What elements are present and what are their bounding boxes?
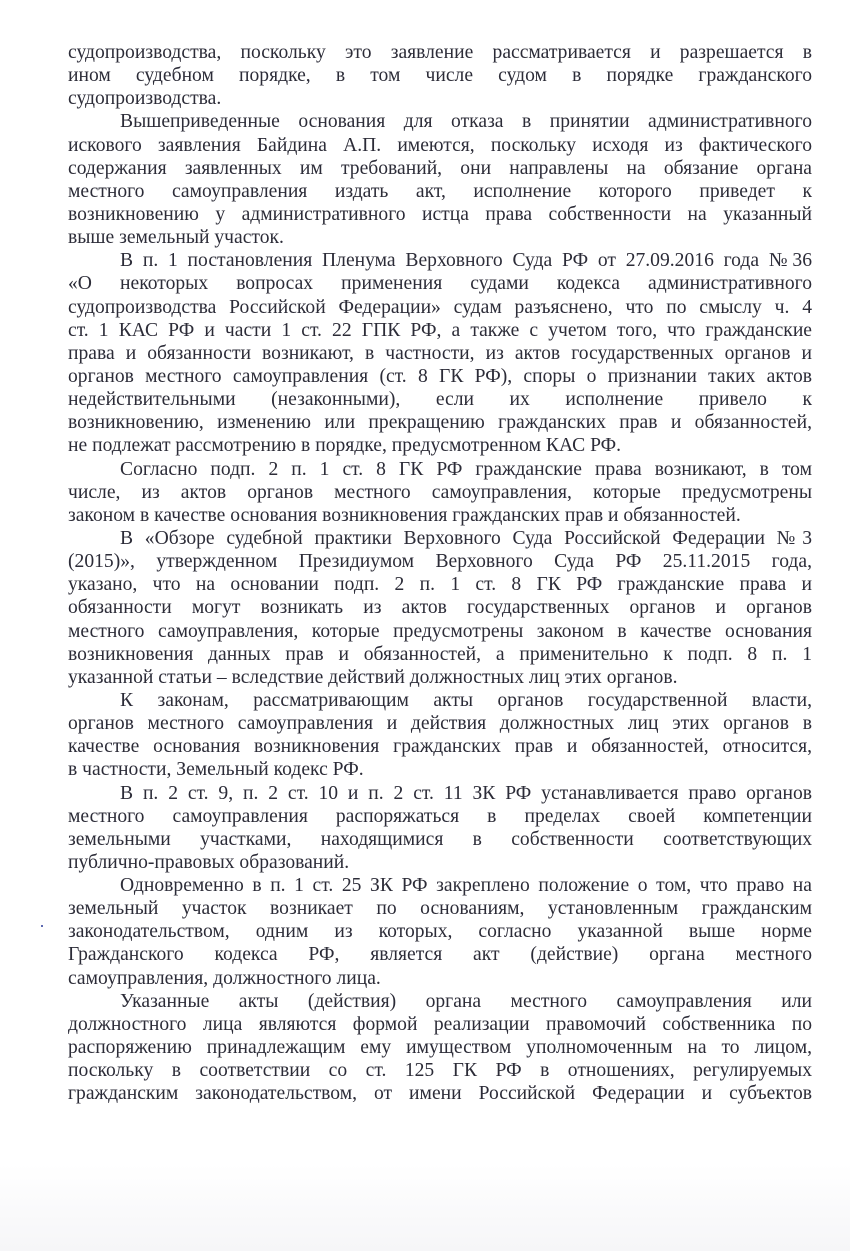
- text-line: Гражданского кодекса РФ, является акт (действие) органа местного: [68, 944, 812, 966]
- text-line: В п. 1 постановления Пленума Верховного Суда РФ от 27.09.2016 года №36: [120, 250, 812, 272]
- text-line: самоуправления, должностного лица.: [68, 967, 381, 989]
- text-line: должностного лица являются формой реализации правомочий собственника по: [68, 1013, 812, 1035]
- text-line: не подлежат рассмотрению в порядке, предусмотренном КАС РФ.: [68, 435, 622, 457]
- text-line: (2015)», утвержденном Президиумом Верховного Суда РФ 25.11.2015 года,: [68, 551, 812, 573]
- text-line: Вышеприведенные основания для отказа в принятии административного: [120, 111, 812, 133]
- text-line: содержания заявленных им требований, они направлены на обязание органа: [68, 157, 812, 179]
- text-line: качестве основания возникновения гражданских прав и обязанностей, относится,: [68, 736, 812, 758]
- text-line: публично-правовых образований.: [68, 851, 350, 873]
- text-line: судопроизводства.: [68, 88, 222, 110]
- text-line: искового заявления Байдина А.П. имеются, поскольку исходя из фактического: [68, 134, 812, 156]
- text-line: возникновению, изменению или прекращению гражданских прав и обязанностей,: [68, 412, 812, 434]
- document-body: [68, 41, 812, 1105]
- text-line: недействительными (незаконными), если их исполнение привело к: [68, 389, 812, 411]
- text-line: К законам, рассматривающим акты органов государственной власти,: [120, 689, 812, 711]
- text-line: возникновения данных прав и обязанностей, а применительно к подп. 8 п. 1: [68, 643, 812, 665]
- text-line: Указанные акты (действия) органа местного самоуправления или: [120, 990, 812, 1012]
- text-line: в частности, Земельный кодекс РФ.: [68, 759, 364, 781]
- scan-speck: [41, 925, 43, 927]
- text-line: выше земельный участок.: [68, 227, 284, 249]
- text-line: обязанности могут возникать из актов государственных органов и органов: [68, 597, 812, 619]
- text-line: права и обязанности возникают, в частности, из актов государственных органов и: [68, 342, 812, 364]
- text-line: судопроизводства, поскольку это заявление рассматривается и разрешается в: [68, 42, 812, 63]
- paragraph: [68, 527, 812, 689]
- text-line: «О некоторых вопросах применения судами кодекса административного: [68, 273, 812, 295]
- text-line: Согласно подп. 2 п. 1 ст. 8 ГК РФ гражданские права возникают, в том: [120, 458, 812, 480]
- text-line: земельный участок возникает по основаниям, установленным гражданским: [68, 898, 812, 920]
- text-line: ст. 1 КАС РФ и части 1 ст. 22 ГПК РФ, а также с учетом того, что гражданские: [68, 319, 812, 341]
- text-line: числе, из актов органов местного самоуправления, которые предусмотрены: [68, 481, 812, 503]
- text-line: местного самоуправления распоряжаться в пределах своей компетенции: [68, 805, 812, 827]
- text-line: В п. 2 ст. 9, п. 2 ст. 10 и п. 2 ст. 11 ЗК РФ устанавливается право органов: [120, 782, 812, 804]
- text-line: земельными участками, находящимися в собственности соответствующих: [68, 828, 812, 850]
- text-line: Одновременно в п. 1 ст. 25 ЗК РФ закреплено положение о том, что право на: [120, 875, 812, 897]
- text-line: органов местного самоуправления (ст. 8 ГК РФ), споры о признании таких актов: [68, 365, 812, 387]
- text-line: органов местного самоуправления и действия должностных лиц этих органов в: [68, 713, 812, 735]
- text-line: указано, что на основании подп. 2 п. 1 ст. 8 ГК РФ гражданские права и: [68, 574, 812, 596]
- text-line: законодательством, одним из которых, согласно указанной выше норме: [68, 921, 812, 943]
- text-line: поскольку в соответствии со ст. 125 ГК РФ в отношениях, регулируемых: [68, 1060, 812, 1082]
- text-line: указанной статьи – вследствие действий должностных лиц этих органов.: [68, 666, 678, 688]
- paragraph: [68, 249, 812, 457]
- text-line: законом в качестве основания возникновения гражданских прав и обязанностей.: [68, 504, 741, 526]
- text-line: местного самоуправления, которые предусмотрены законом в качестве основания: [68, 620, 812, 642]
- paragraph: [68, 782, 812, 875]
- text-line: судопроизводства Российской Федерации» судам разъяснено, что по смыслу ч. 4: [68, 296, 812, 318]
- paragraph: [68, 458, 812, 527]
- text-line: распоряжению принадлежащим ему имуществом уполномоченным на то лицом,: [68, 1037, 812, 1059]
- paragraph: [68, 874, 812, 990]
- text-line: ином судебном порядке, в том числе судом в порядке гражданского: [68, 65, 812, 87]
- text-line: В «Обзоре судебной практики Верховного Суда Российской Федерации №3: [120, 527, 812, 549]
- paragraph: [68, 110, 812, 249]
- paragraph: [68, 689, 812, 782]
- text-line: гражданским законодательством, от имени Российской Федерации и субъектов: [68, 1083, 812, 1105]
- paragraph: [68, 990, 812, 1106]
- text-line: возникновению у административного истца права собственности на указанный: [68, 203, 812, 225]
- text-line: местного самоуправления издать акт, исполнение которого приведет к: [68, 180, 812, 202]
- paragraph: [68, 41, 812, 110]
